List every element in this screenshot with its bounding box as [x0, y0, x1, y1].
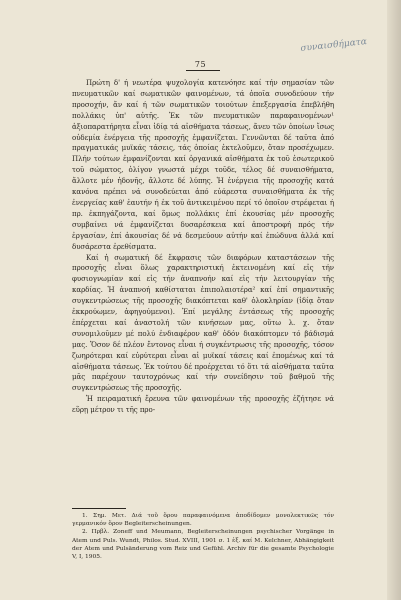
- footnotes: [72, 512, 334, 561]
- paragraph: Πρώτη δ' ή νεωτέρα ψυχολογία κατενόησε καί τήν σημασίαν τῶν πνευματικῶν καί σωματικῶν φαινομένων, τά ὁποῖα συνοδεύουν τήν προσοχήν, ἄν καί ή τῶν σωματικῶν τοιούτων ἐπεξεργασία ἐπεβλήθη πολλάκις ὑπ' αὐτῆς. Ἐκ τῶν πνευματικῶν παραφαινομένων¹ ἀξιοπαρατήρητα εἶναι ἰδίᾳ τά αἰσθήματα τάσεως, ἄνευ τῶν ὁποίων ἴσως οὐδεμία ἐνέργεια τῆς προσοχῆς ἐμφανίζεται. Γεννῶνται δέ ταῦτα ἀπό πραγματικάς μυϊκάς τάσεις, τάς ὁποίας ἐκτελοῦμεν, ὅταν προσέχωμεν. Πλήν τούτων ἐμφανίζονται καί ὀργανικά αἰσθήματα ἐκ τοῦ ἐσωτερικοῦ τοῦ σώματος, ὀλίγον γνωστά μέχρι τοῦδε, τέλος δέ συναισθήματα, ἄλλοτε μέν ἡδονῆς, ἄλλοτε δέ λύπης. Ἡ ἐνέργεια τῆς προσοχῆς κατά κανόνα πρέπει νά συνοδεύεται ἀπό εὐάρεστα συναισθήματα ἐκ τῆς ἐνεργείας καθ' ἑαυτήν ή ἐκ τοῦ ἀντικειμένου περί τό ὁποῖον στρέφεται ή πρ. ἐκπηγάζοντα, καί ὅμως πολλάκις ἐπί ἐκουσίας μέν προσοχῆς συμβαίνει νά ἐμφανίζεται δυσαρέσκεια καί ἀποστροφή πρός τήν ἐργασίαν, ἐπί ἀκουσίας δέ νά δεσμεύουν αὐτήν καί ἐπώδυνα ἀλλά καί δυσάρεστα ἐρεθίσματα.: [72, 78, 334, 251]
- body-text: [72, 78, 334, 416]
- paragraph: Καί ἡ σωματική δέ ἔκφρασις τῶν διαφόρων καταστάσεων τῆς προσοχῆς εἶναι ὅλως χαρακτηριστική ἐκτεινομένη καί εἰς τήν φυσιογνωμίαν καί εἰς τήν ἀναπνοήν καί εἰς τήν λειτουργίαν τῆς καρδίας. Ἡ ἀναπνοή καθίσταται ἐπιπολαιοτέρα² καί ἐπί σημαντικῆς συγκεντρώσεως τῆς προσοχῆς διακόπτεται καθ' ὁλοκληρίαν (ἰδίᾳ ὅταν ἐκκρούωμεν, ἀφηγούμενοι). Ἐπί μεγάλης ἐντάσεως τῆς προσοχῆς ἐπέρχεται καί ἀναστολή τῶν κινήσεων μας, οὕτω λ. χ. ὅταν συνομιλοῦμεν μέ πολύ ἐνδιαφέρον καθ' ὁδόν διακόπτομεν τό βάδισμά μας. Ὅσον δέ πλέον ἔντονος εἶναι ή συγκέντρωσις τῆς προσοχῆς, τόσον ζωηρότεραι καί εὐρύτεραι εἶναι αἱ μυϊκαί τάσεις καί ἐπομένως καί τά αἰσθήματα τάσεως. Ἐκ τούτου δέ προέρχεται τό ὅτι τά αἰσθήματα ταῦτα μᾶς παρέχουν ταυτοχρόνως καί τήν συνείδησιν τοῦ βαθμοῦ τῆς συγκεντρώσεως τῆς προσοχῆς.: [72, 252, 334, 393]
- page-edge-shadow: [387, 0, 401, 600]
- footnote-separator: [72, 508, 126, 509]
- footnote: 1. Σημ. Μετ. Διά τοῦ ὅρου παραφαινόμενα ἀποδίδομεν μονολεκτικῶς τόν γερμανικόν ὅρον Begleiterscheinungen.: [72, 513, 334, 528]
- paragraph: Ἡ πειραματική ἔρευνα τῶν φαινομένων τῆς προσοχῆς ἐζήτησε νά εὕρῃ μέτρον τι τῆς προ-: [72, 394, 334, 415]
- handwritten-margin-note: συναισθήματα: [300, 37, 368, 54]
- footnote: 2. Πρβλ. Zoneff und Meumann, Begleiterscheinungen psychischer Vorgänge in Atem und Puls. Wundt, Philos. Stud. XVIII, 1901 σ. 1 ἑξ. καί M. Kelchner, Abhängigkeit der Atem und Pulsänderung vom Reiz und Gefühl. Archiv für die gesamte Psychologie V, I, 1905.: [72, 529, 334, 561]
- page-number-rule: [186, 70, 220, 71]
- page-number: 75: [194, 60, 207, 69]
